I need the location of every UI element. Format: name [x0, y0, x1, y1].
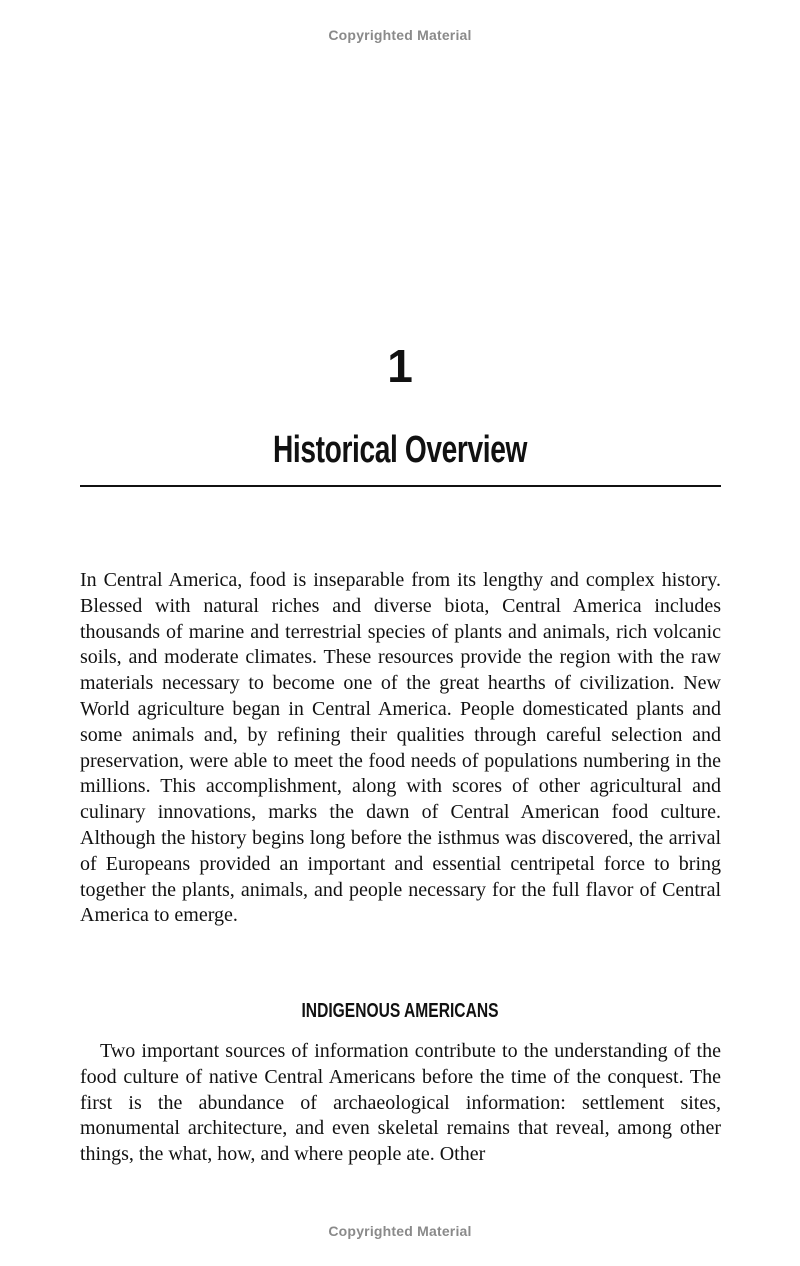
copyright-watermark-bottom: Copyrighted Material: [328, 1223, 472, 1239]
chapter-number: 1: [387, 340, 413, 392]
intro-paragraph: In Central America, food is inseparable from its lengthy and complex history. Blessed with natural riches and diverse biota, Central America includes thousands of marine and terrestrial species of plants and animals, rich volcanic soils, and moderate climates. These resources provide the region with the raw materials necessary to become one of the great hearths of civilization. New World agriculture began in Central America. People domesticated plants and some animals and, by refining their qualities through careful selection and preservation, were able to meet the food needs of populations numbering in the millions. This accomplishment, along with scores of other agricultural and culinary innovations, marks the dawn of Central American food culture. Although the history begins long before the isthmus was discovered, the arrival of Europeans provided an important and essential centripetal force to bring together the plants, animals, and people necessary for the full flavor of Central America to emerge.: [80, 569, 721, 927]
chapter-title: Historical Overview: [272, 429, 527, 471]
copyright-watermark-top: Copyrighted Material: [328, 27, 472, 43]
title-rule: [80, 485, 721, 487]
section-paragraph: Two important sources of information contribute to the understanding of the food culture of native Central Americans before the time of the conquest. The first is the abundance of archaeological information: settlement sites, monumental architecture, and even skeletal remains that reveal, among other things, the what, how, and where people ate. Other: [80, 1040, 721, 1166]
section-heading: INDIGENOUS AMERICANS: [301, 1000, 499, 1022]
